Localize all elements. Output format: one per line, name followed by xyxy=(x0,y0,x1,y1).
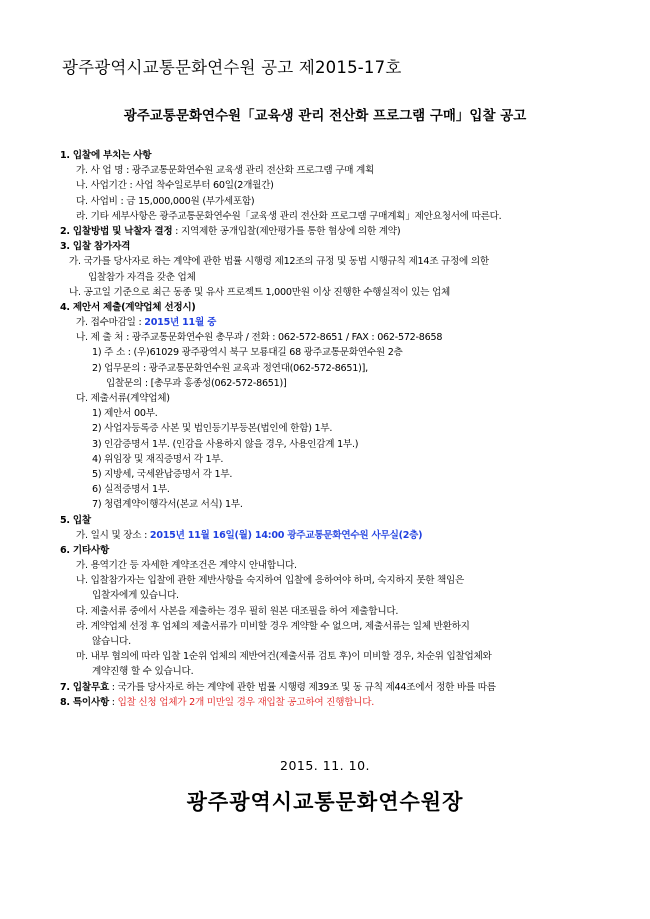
list-item: 1) 주 소 : (우)61029 광주광역시 북구 모룡대길 68 광주교통문화연수원 2층 xyxy=(92,347,403,359)
section-text: : 국가를 당사자로 하는 계약에 관한 법률 시행령 제39조 및 동 규칙 제44조에서 정한 바를 따름 xyxy=(108,681,496,693)
list-item: 다. 제출서류 중에서 사본을 제출하는 경우 필히 원본 대조필을 하여 제출합니다. xyxy=(76,605,399,617)
section-heading: 3. 입찰 참가자격 xyxy=(60,241,131,253)
list-item: 6) 실적증명서 1부. xyxy=(92,484,170,496)
list-item: 5) 지방세, 국세완납증명서 각 1부. xyxy=(92,468,233,480)
notice-body xyxy=(60,148,600,710)
section-heading: 1. 입찰에 부치는 사항 xyxy=(60,150,152,161)
section-heading: 4. 제안서 제출(계약업체 선정시) xyxy=(60,301,196,313)
section-heading: 7. 입찰무효 xyxy=(60,681,109,693)
list-item: 가. 용역기간 등 자세한 계약조건은 계약시 안내합니다. xyxy=(76,560,297,572)
list-item: 나. 사업기간 : 사업 착수일로부터 60일(2개월간) xyxy=(76,180,274,192)
section-7-line xyxy=(60,680,600,695)
section-8-line xyxy=(60,695,600,710)
list-item: 4) 위임장 및 재직증명서 각 1부. xyxy=(92,453,224,465)
list-item: 나. 공고일 기준으로 최근 동종 및 유사 프로젝트 1,000만원 이상 진행한 수행실적이 있는 업체 xyxy=(69,286,451,298)
bid-date-label: 가. 일시 및 장소 : xyxy=(76,529,150,541)
bid-date-line xyxy=(60,528,600,543)
deadline-value: 2015년 11월 중 xyxy=(144,317,217,329)
list-item: 나. 입찰참가자는 입찰에 관한 제반사항을 숙지하여 입찰에 응하여야 하며, 숙지하지 못한 책임은 xyxy=(76,575,465,587)
list-item-continued: 계약진행 할 수 있습니다. xyxy=(92,666,194,678)
section-separator: : xyxy=(108,696,118,708)
section-text: : 지역제한 공개입찰(제안평가를 통한 협상에 의한 계약) xyxy=(172,225,401,237)
list-item: 가. 사 업 명 : 광주교통문화연수원 교육생 관리 전산화 프로그램 구매 계획 xyxy=(76,165,375,177)
list-item: 라. 계약업체 선정 후 업체의 제출서류가 미비할 경우 계약할 수 없으며, 제출서류는 일체 반환하지 xyxy=(76,620,470,632)
issuer-name: 광주광역시교통문화연수원장 xyxy=(186,789,464,814)
list-item-continued: 입찰자에게 있습니다. xyxy=(92,590,179,602)
notice-date: 2015. 11. 10. xyxy=(280,758,370,773)
list-item: 1) 제안서 00부. xyxy=(92,408,158,420)
section-heading: 8. 특이사항 xyxy=(60,696,109,708)
special-note: 입찰 신청 업체가 2개 미만일 경우 재입찰 공고하여 진행합니다. xyxy=(117,696,375,708)
section-2-line xyxy=(60,224,600,239)
list-item: 2) 업무문의 : 광주교통문화연수원 교육과 정연대(062-572-8651)], xyxy=(92,362,368,374)
section-heading: 6. 기타사항 xyxy=(60,544,109,556)
section-heading: 2. 입찰방법 및 낙찰자 결정 xyxy=(60,225,173,237)
notice-number: 광주광역시교통문화연수원 공고 제2015-17호 xyxy=(62,58,402,77)
deadline-label: 가. 접수마감일 : xyxy=(76,317,145,329)
section-heading: 5. 입찰 xyxy=(60,514,91,526)
list-item-continued: 입찰문의 : [총무과 홍종성(062-572-8651)] xyxy=(106,377,287,389)
list-item: 2) 사업자등록증 사본 및 법인등기부등본(법인에 한함) 1부. xyxy=(92,423,333,435)
list-item: 나. 제 출 처 : 광주교통문화연수원 총무과 / 전화 : 062-572-8651 / FAX : 062-572-8658 xyxy=(76,332,443,344)
list-item: 가. 국가를 당사자로 하는 계약에 관한 법률 시행령 제12조의 규정 및 동법 시행규칙 제14조 규정에 의한 xyxy=(69,256,489,268)
list-item: 라. 기타 세부사항은 광주교통문화연수원「교육생 관리 전산화 프로그램 구매계획」제안요청서에 따른다. xyxy=(76,210,502,222)
list-item: 7) 청렴계약이행각서(본교 서식) 1부. xyxy=(92,499,243,511)
list-item-continued: 않습니다. xyxy=(92,636,131,647)
bid-date-value: 2015년 11월 16일(월) 14:00 광주교통문화연수원 사무실(2층) xyxy=(149,529,423,541)
list-item-continued: 입찰참가 자격을 갖춘 업체 xyxy=(88,271,196,283)
list-item: 3) 인감증명서 1부. (인감을 사용하지 않을 경우, 사용인감계 1부.) xyxy=(92,438,359,450)
list-item: 다. 사업비 : 금 15,000,000원 (부가세포함) xyxy=(76,195,255,207)
list-item: 마. 내부 협의에 따라 입찰 1순위 업체의 제반여건(제출서류 검토 후)이 미비할 경우, 차순위 입찰업체와 xyxy=(76,651,492,663)
document-title: 광주교통문화연수원「교육생 관리 전산화 프로그램 구매」입찰 공고 xyxy=(123,108,527,124)
list-item: 다. 제출서류(계약업체) xyxy=(76,393,170,404)
deadline-line xyxy=(60,315,600,330)
